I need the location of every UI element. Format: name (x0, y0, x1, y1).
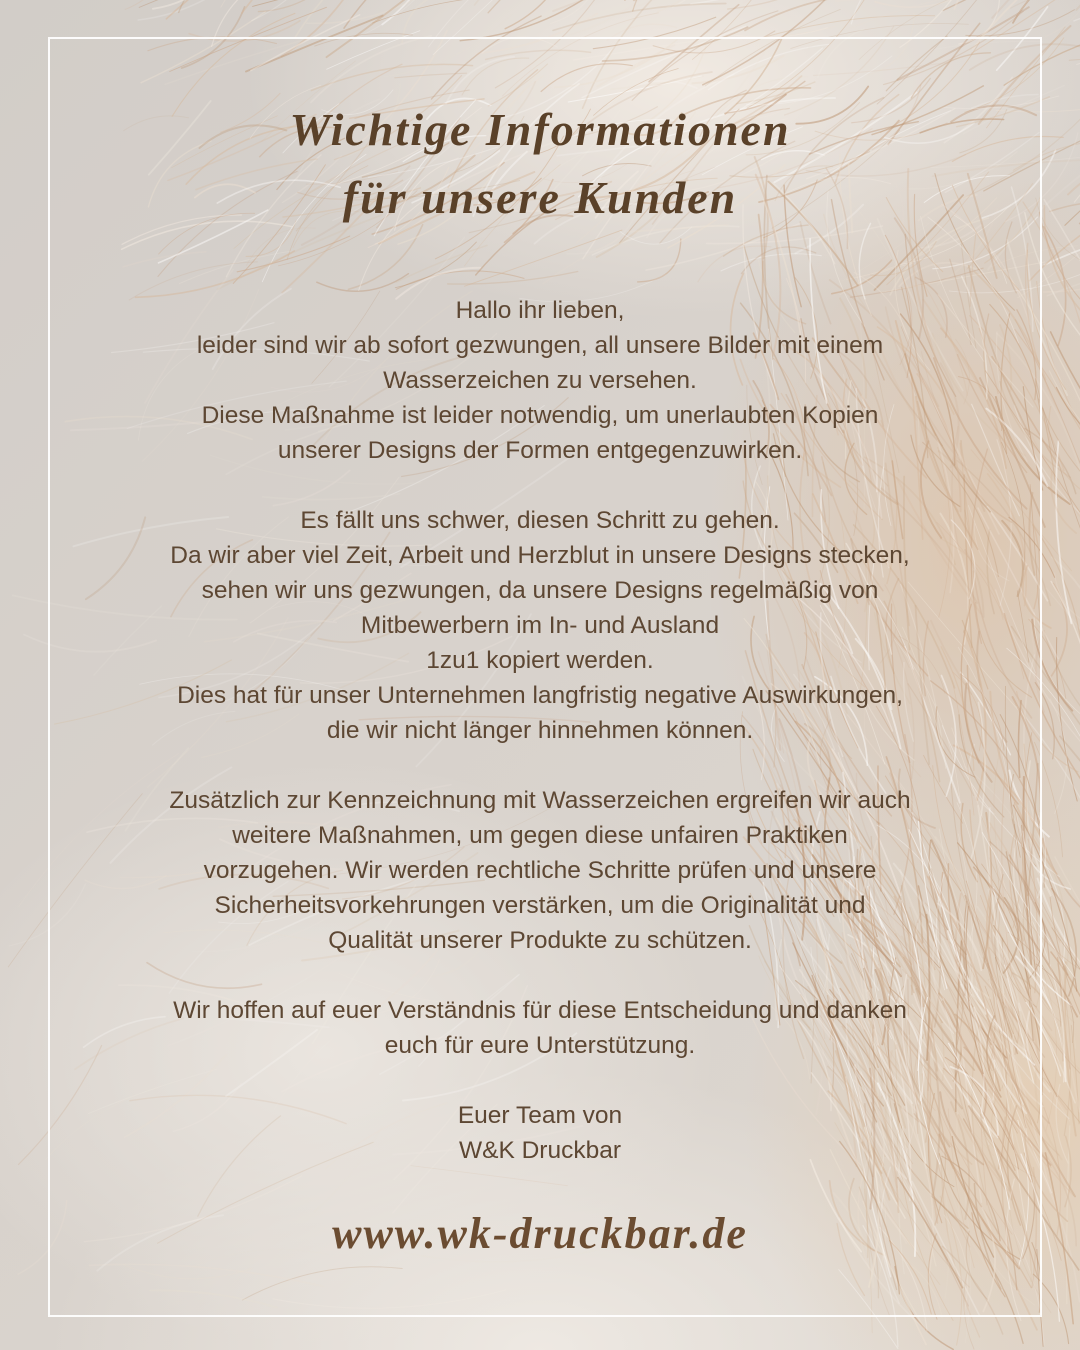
paragraph (90, 993, 990, 1063)
text-line: Zusätzlich zur Kennzeichnung mit Wasserzeichen ergreifen wir auch (169, 787, 911, 814)
text-line: vorzugehen. Wir werden rechtliche Schritte prüfen und unsere (203, 857, 877, 884)
text-line: Wir hoffen auf euer Verständnis für diese Entscheidung und danken (173, 997, 907, 1024)
text-line: unserer Designs der Formen entgegenzuwirken. (277, 437, 803, 464)
paragraph (90, 1098, 990, 1168)
text-line: die wir nicht länger hinnehmen können. (326, 717, 754, 744)
text-line: Qualität unserer Produkte zu schützen. (328, 927, 752, 954)
text-line: leider sind wir ab sofort gezwungen, all unsere Bilder mit einem (196, 332, 884, 359)
title-line-1: Wichtige Informationen (289, 104, 791, 155)
text-line: sehen wir uns gezwungen, da unsere Designs regelmäßig von (201, 577, 879, 604)
paragraph (90, 783, 990, 958)
text-line: Hallo ihr lieben, (455, 297, 625, 324)
text-line: Diese Maßnahme ist leider notwendig, um unerlaubten Kopien (201, 402, 879, 429)
paragraph (90, 293, 990, 468)
website-url: www.wk-druckbar.de (332, 1209, 748, 1258)
text-line: 1zu1 kopiert werden. (426, 647, 654, 674)
title-line-2: für unsere Kunden (342, 172, 738, 223)
text-line: Wasserzeichen zu versehen. (383, 367, 697, 394)
text-line: Dies hat für unser Unternehmen langfristig negative Auswirkungen, (177, 682, 903, 709)
text-line: weitere Maßnahmen, um gegen diese unfairen Praktiken (232, 822, 848, 849)
text-line: Sicherheitsvorkehrungen verstärken, um die Originalität und (214, 892, 866, 919)
text-line: Da wir aber viel Zeit, Arbeit und Herzblut in unsere Designs stecken, (170, 542, 910, 569)
text-line: Es fällt uns schwer, diesen Schritt zu gehen. (300, 507, 780, 534)
text-line: Euer Team von (457, 1102, 623, 1129)
paragraph (90, 503, 990, 748)
text-line: W&K Druckbar (458, 1137, 621, 1164)
announcement-body (90, 293, 990, 1168)
text-line: Mitbewerbern im In- und Ausland (360, 612, 720, 639)
poster-title (0, 96, 1080, 232)
text-line: euch für eure Unterstützung. (384, 1032, 696, 1059)
